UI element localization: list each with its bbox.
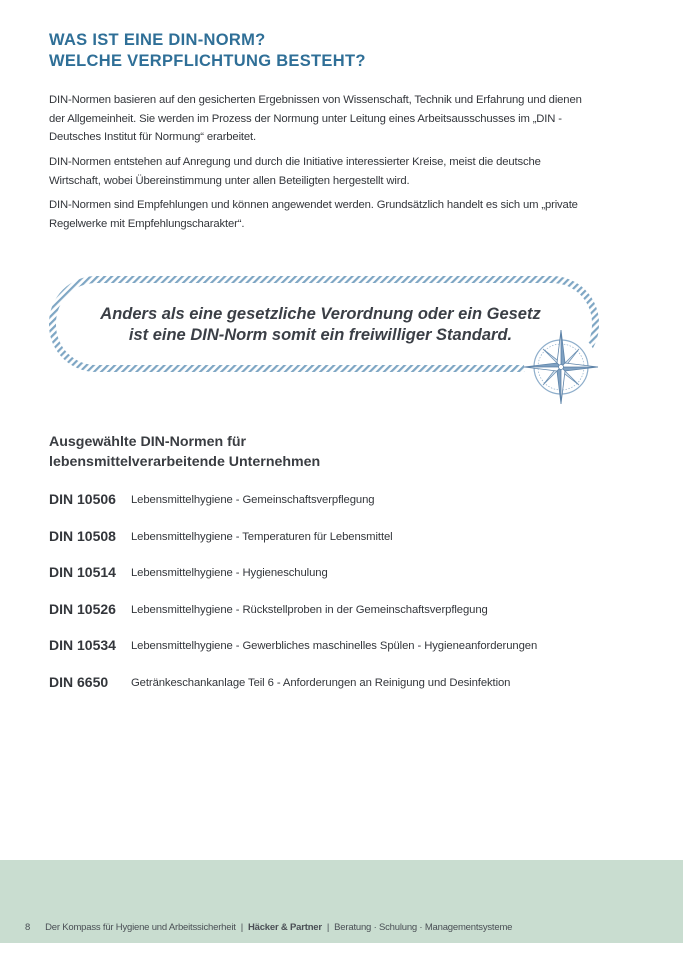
norm-row [49, 489, 649, 526]
norm-description: Lebensmittelhygiene - Gemeinschaftsverpflegung [131, 494, 375, 506]
callout-line2: ist eine DIN-Norm somit ein freiwilliger Standard. [128, 326, 513, 344]
page-heading [49, 30, 366, 72]
norm-code: DIN 10526 [49, 600, 116, 617]
norm-row [49, 562, 649, 599]
footer-separator: | [240, 922, 243, 933]
footer-line [25, 922, 512, 934]
norm-row [49, 635, 649, 672]
compass-rose-icon [522, 328, 600, 406]
norm-code: DIN 10514 [49, 564, 116, 581]
norm-description: Lebensmittelhygiene - Gewerbliches maschinelles Spülen - Hygieneanforderungen [131, 640, 538, 653]
callout-text [48, 304, 593, 346]
norm-description: Lebensmittelhygiene - Temperaturen für Lebensmittel [131, 530, 393, 543]
footer-brand: Häcker & Partner [247, 922, 322, 933]
page-heading-line1: WAS IST EINE DIN-NORM? [49, 31, 266, 49]
footer-separator: | [326, 922, 330, 933]
footer-tagline: Beratung · Schulung · Managementsysteme [334, 922, 513, 933]
page-footer [0, 860, 683, 943]
norm-row [49, 526, 649, 563]
norms-title-line2: lebensmittelverarbeitende Unternehmen [49, 454, 321, 470]
intro-paragraph-1: DIN-Normen basieren auf den gesicherten Ergebnissen von Wissenschaft, Technik und Erfahrung und dienen der Allgemeinheit. Sie werden im Prozess der Normung unter Leitung eines Arbeitsausschusses im „DIN - Deutsches Institut für Normung“ erarbeitet. [49, 94, 582, 143]
norm-code: DIN 6650 [49, 673, 109, 690]
norms-title-line1: Ausgewählte DIN-Normen für [49, 434, 247, 450]
intro-paragraph-2: DIN-Normen entstehen auf Anregung und durch die Initiative interessierter Kreise, meist die deutsche Wirtschaft, wobei Übereinstimmung unter allen Beteiligten hergestellt wird. [49, 156, 541, 187]
page-heading-line2: WELCHE VERPFLICHTUNG BESTEHT? [49, 52, 366, 70]
norm-row [49, 599, 649, 636]
norm-description: Getränkeschankanlage Teil 6 - Anforderungen an Reinigung und Desinfektion [131, 676, 511, 689]
norm-description: Lebensmittelhygiene - Hygieneschulung [131, 567, 328, 580]
callout-box [48, 275, 600, 373]
norms-section-title [49, 432, 320, 472]
norm-description: Lebensmittelhygiene - Rückstellproben in der Gemeinschaftsverpflegung [131, 603, 488, 616]
page-number: 8 [25, 922, 31, 933]
footer-publication: Der Kompass für Hygiene und Arbeitssicherheit [45, 922, 236, 933]
norm-list [49, 489, 649, 709]
norm-code: DIN 10534 [49, 637, 116, 654]
norm-code: DIN 10506 [49, 491, 116, 507]
callout-line1: Anders als eine gesetzliche Verordnung oder ein Gesetz [100, 305, 541, 323]
norm-row [49, 672, 649, 709]
intro-paragraph-3: DIN-Normen sind Empfehlungen und können angewendet werden. Grundsätzlich handelt es sich um „private Regelwerke mit Empfehlungscharakter“. [49, 199, 578, 230]
norm-code: DIN 10508 [49, 527, 116, 544]
